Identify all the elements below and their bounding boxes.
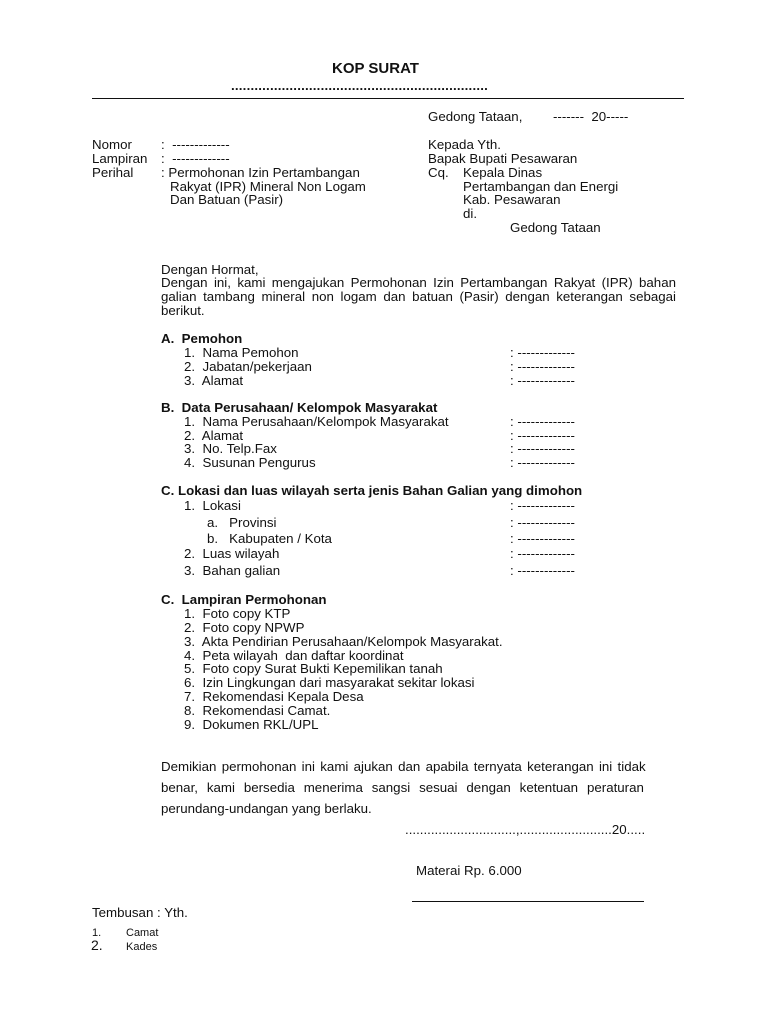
place-date: Gedong Tataan,	[428, 109, 523, 124]
perihal-line-2: Rakyat (IPR) Mineral Non Logam	[170, 179, 366, 194]
list-item: 3. No. Telp.Fax	[184, 441, 277, 456]
list-item: 1. Nama Perusahaan/Kelompok Masyarakat	[184, 414, 449, 429]
nomor-label: Nomor	[92, 137, 132, 152]
fill-line: : -------------	[510, 373, 575, 388]
list-item: 2. Alamat	[184, 428, 244, 443]
fill-line: : -------------	[510, 359, 575, 374]
list-item: 1. Nama Pemohon	[184, 345, 299, 360]
signature-line	[412, 901, 644, 902]
fill-line: : -------------	[510, 531, 575, 546]
list-item: 1. Lokasi	[184, 498, 241, 513]
closing-line-3: perundang-undangan yang berlaku.	[161, 801, 372, 816]
list-item: 7. Rekomendasi Kepala Desa	[184, 689, 364, 704]
section-a-title: A. Pemohon	[161, 331, 243, 346]
intro-paragraph: Dengan ini, kami mengajukan Permohonan Izin Pertambangan Rakyat (IPR) bahan galian tambang mineral non logam dan batuan (Pasir) dengan keterangan sebagai berikut.	[161, 275, 676, 318]
cc-name: Kades	[126, 941, 158, 953]
list-item: 3. Alamat	[184, 373, 244, 388]
letterhead-title: KOP SURAT	[332, 60, 419, 77]
closing-line-2: benar, kami bersedia menerima sangsi sesuai dengan ketentuan peraturan	[161, 780, 644, 795]
list-item: 2. Luas wilayah	[184, 546, 280, 561]
closing-line-1: Demikian permohonan ini kami ajukan dan apabila ternyata keterangan ini tidak	[161, 759, 646, 774]
list-item: 3. Bahan galian	[184, 563, 281, 578]
date-value: ------- 20-----	[553, 109, 629, 124]
cc-number: 2.	[91, 937, 103, 953]
section-lampiran-title: C. Lampiran Permohonan	[161, 592, 327, 607]
recipient-cq: Cq.	[428, 165, 449, 180]
fill-line: : -------------	[510, 345, 575, 360]
recipient-line-3: Kepala Dinas	[463, 165, 543, 180]
perihal-line-1: : Permohonan Izin Pertambangan	[161, 165, 360, 180]
list-item: 5. Foto copy Surat Bukti Kepemilikan tanah	[184, 661, 443, 676]
recipient-line-1: Kepada Yth.	[428, 137, 501, 152]
recipient-line-2: Bapak Bupati Pesawaran	[428, 151, 578, 166]
list-item: 2. Jabatan/pekerjaan	[184, 359, 312, 374]
cc-number: 1.	[92, 927, 102, 939]
list-item: a. Provinsi	[207, 515, 277, 530]
recipient-line-4: Pertambangan dan Energi	[463, 179, 619, 194]
fill-line: : -------------	[510, 428, 575, 443]
fill-line: : -------------	[510, 498, 575, 513]
list-item: 3. Akta Pendirian Perusahaan/Kelompok Masyarakat.	[184, 634, 503, 649]
fill-line: : -------------	[510, 515, 575, 530]
recipient-di: di.	[463, 206, 478, 221]
recipient-line-5: Kab. Pesawaran	[463, 192, 561, 207]
lampiran-value: : -------------	[161, 151, 230, 166]
fill-line: : -------------	[510, 455, 575, 470]
lampiran-label: Lampiran	[92, 151, 148, 166]
list-item: 4. Susunan Pengurus	[184, 455, 316, 470]
greeting: Dengan Hormat,	[161, 262, 259, 277]
cc-name: Camat	[126, 927, 159, 939]
list-item: 8. Rekomendasi Camat.	[184, 703, 331, 718]
header-divider	[92, 98, 684, 99]
fill-line: : -------------	[510, 414, 575, 429]
cc-title: Tembusan : Yth.	[92, 905, 188, 920]
nomor-value: : -------------	[161, 137, 230, 152]
letterhead-dots: ..................................................................	[231, 78, 489, 93]
perihal-label: Perihal	[92, 165, 134, 180]
list-item: 2. Foto copy NPWP	[184, 620, 305, 635]
signature-date: ..............................,.........................20.....	[405, 822, 646, 837]
fill-line: : -------------	[510, 441, 575, 456]
fill-line: : -------------	[510, 563, 575, 578]
section-b-title: B. Data Perusahaan/ Kelompok Masyarakat	[161, 400, 438, 415]
section-c-title: C. Lokasi dan luas wilayah serta jenis Bahan Galian yang dimohon	[161, 483, 583, 498]
recipient-city: Gedong Tataan	[510, 220, 601, 235]
list-item: 4. Peta wilayah dan daftar koordinat	[184, 648, 404, 663]
materai-label: Materai Rp. 6.000	[416, 863, 522, 878]
list-item: 9. Dokumen RKL/UPL	[184, 717, 319, 732]
list-item: 1. Foto copy KTP	[184, 606, 291, 621]
fill-line: : -------------	[510, 546, 575, 561]
perihal-line-3: Dan Batuan (Pasir)	[170, 192, 284, 207]
list-item: 6. Izin Lingkungan dari masyarakat sekitar lokasi	[184, 675, 475, 690]
list-item: b. Kabupaten / Kota	[207, 531, 332, 546]
